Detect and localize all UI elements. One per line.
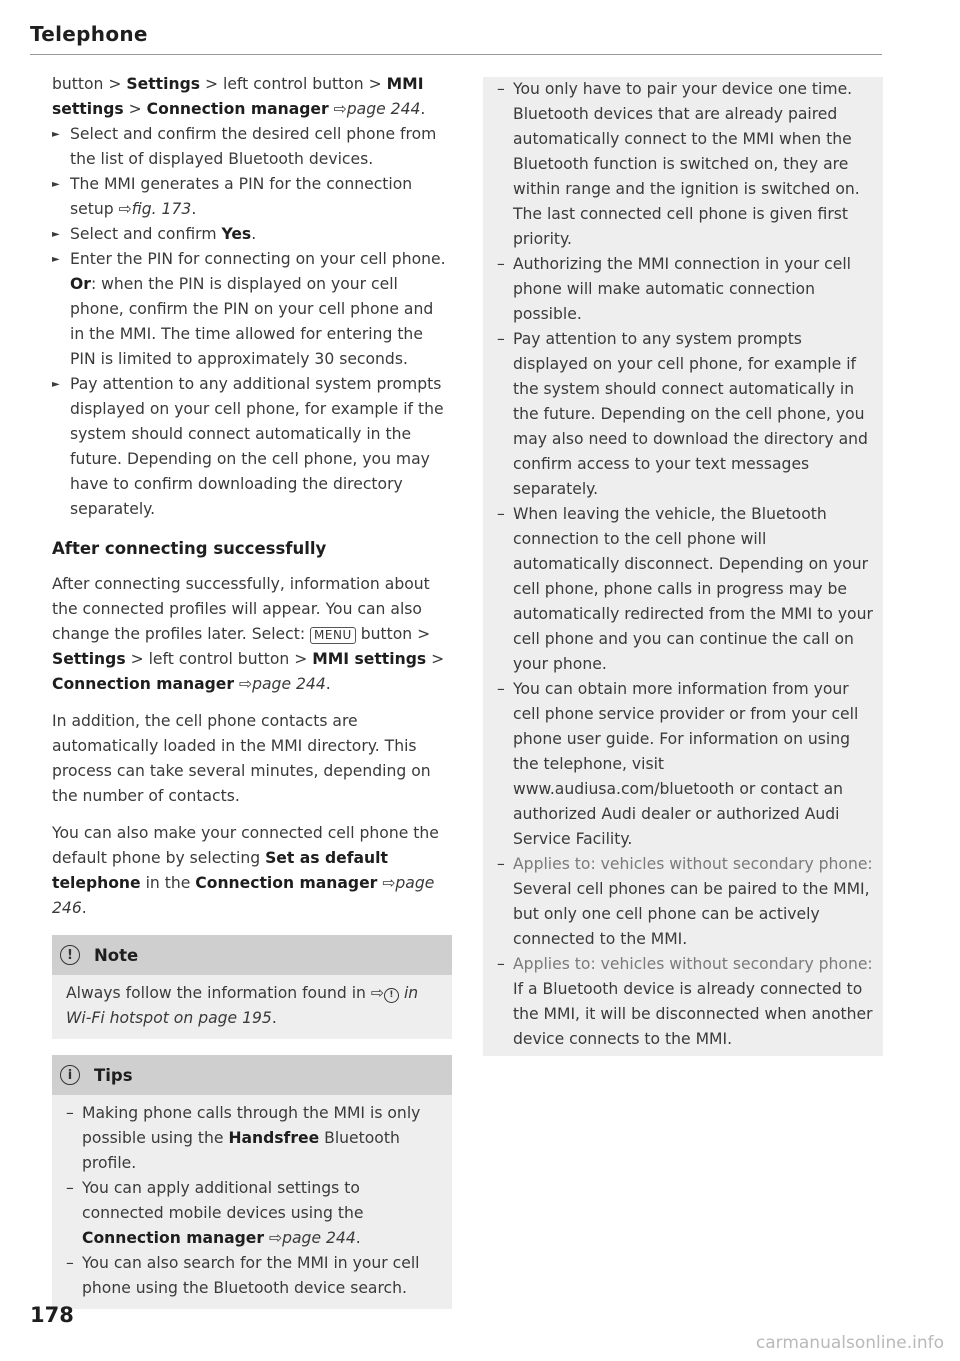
arrow-right-icon: ⇨ bbox=[333, 100, 347, 118]
header-divider bbox=[30, 54, 882, 55]
arrow-right-icon: ⇨ bbox=[382, 874, 396, 892]
page-link[interactable]: page 246 bbox=[52, 874, 435, 917]
page-link[interactable]: page 244 bbox=[282, 1229, 356, 1247]
step-item: ► The MMI generates a PIN for the connection setup ⇨fig. 173. bbox=[52, 172, 452, 222]
arrow-right-icon: ⇨ bbox=[118, 200, 132, 218]
list-item: – When leaving the vehicle, the Bluetooth connection to the cell phone will automatically disconnect. Depending on your cell phone, phone calls in progress may be automatically redirected from the MMI to your cell phone and you can continue the call on your phone. bbox=[497, 502, 873, 677]
info-icon: i bbox=[60, 1065, 80, 1085]
menu-key: MENU bbox=[310, 627, 356, 644]
page-link[interactable]: in Wi-Fi hotspot on page 195 bbox=[66, 984, 419, 1027]
note-box bbox=[52, 935, 452, 1039]
page-link[interactable]: page 244 bbox=[346, 100, 421, 118]
section-heading: After connecting successfully bbox=[52, 539, 327, 558]
step-item: ► Pay attention to any additional system prompts displayed on your cell phone, for example if the system should connect automatically in the future. Depending on the cell phone, you may have to confirm downloading the directory separately. bbox=[52, 372, 452, 522]
step-item: ► Select and confirm Yes. bbox=[52, 222, 452, 247]
page-link[interactable]: page 244 bbox=[252, 675, 326, 693]
list-item: – You only have to pair your device one time. Bluetooth devices that are already paired automatically connect to the MMI when the Bluetooth function is switched on, they are within range and the ignition is switched on. The last connected cell phone is given first priority. bbox=[497, 77, 873, 252]
tips-box bbox=[52, 1055, 452, 1309]
page-title: Telephone bbox=[30, 22, 148, 46]
list-item: – Pay attention to any system prompts displayed on your cell phone, for example if the system should connect automatically in the future. Depending on the cell phone, you may also need to download the directory and confirm access to your text messages separately. bbox=[497, 327, 873, 502]
arrow-right-icon: ⇨ bbox=[269, 1229, 283, 1247]
list-item: – You can obtain more information from your cell phone service provider or from your cell phone user guide. For information on using the telephone, visit www.audiusa.com/bluetooth or contact an authorized Audi dealer or authorized Audi Service Facility. bbox=[497, 677, 873, 852]
note-header: ! Note bbox=[52, 935, 452, 975]
step-item: ► Select and confirm the desired cell phone from the list of displayed Bluetooth devices. bbox=[52, 122, 452, 172]
list-item: – Applies to: vehicles without secondary phone: Several cell phones can be paired to the MMI, but only one cell phone can be actively connected to the MMI. bbox=[497, 852, 873, 952]
exclamation-icon: ! bbox=[60, 945, 80, 965]
list-item: – Applies to: vehicles without secondary phone: If a Bluetooth device is already connected to the MMI, it will be disconnected when another device connects to the MMI. bbox=[497, 952, 873, 1052]
list-item: – You can apply additional settings to connected mobile devices using the Connection manager ⇨page 244. bbox=[66, 1176, 438, 1251]
paragraph: You can also make your connected cell phone the default phone by selecting Set as default telephone in the Connection manager ⇨page 246. bbox=[52, 824, 439, 917]
list-item: – You can also search for the MMI in your cell phone using the Bluetooth device search. bbox=[66, 1251, 438, 1301]
arrow-right-icon: ⇨ bbox=[239, 675, 253, 693]
note-body: Always follow the information found in ⇨ ! in Wi-Fi hotspot on page 195. bbox=[52, 975, 452, 1039]
page-number: 178 bbox=[30, 1303, 74, 1327]
step-item: ► Enter the PIN for connecting on your cell phone. Or: when the PIN is displayed on your cell phone, confirm the PIN on your cell phone and in the MMI. The time allowed for entering the PIN is limited to approximately 30 seconds. bbox=[52, 247, 452, 372]
list-item: – Authorizing the MMI connection in your cell phone will make automatic connection possible. bbox=[497, 252, 873, 327]
paragraph: In addition, the cell phone contacts are automatically loaded in the MMI directory. This process can take several minutes, depending on the number of contacts. bbox=[52, 712, 431, 805]
paragraph: After connecting successfully, information about the connected profiles will appear. You can also change the profiles later. Select: MENU button > Settings > left control button > MMI settings > Connection manager ⇨page 244. bbox=[52, 575, 445, 693]
left-column bbox=[52, 72, 452, 1309]
tips-continuation-box bbox=[483, 77, 883, 1056]
tips-body bbox=[52, 1095, 452, 1309]
figure-link[interactable]: fig. 173 bbox=[131, 200, 192, 218]
list-item: – Making phone calls through the MMI is only possible using the Handsfree Bluetooth profile. bbox=[66, 1101, 438, 1176]
arrow-right-icon: ⇨ bbox=[370, 984, 384, 1002]
step-continuation: button > Settings > left control button > MMI settings > Connection manager ⇨page 244. bbox=[52, 75, 426, 118]
tips-header: i Tips bbox=[52, 1055, 452, 1095]
right-column bbox=[483, 77, 883, 1056]
exclamation-icon: ! bbox=[384, 988, 399, 1003]
watermark: carmanualsonline.info bbox=[755, 1333, 944, 1353]
